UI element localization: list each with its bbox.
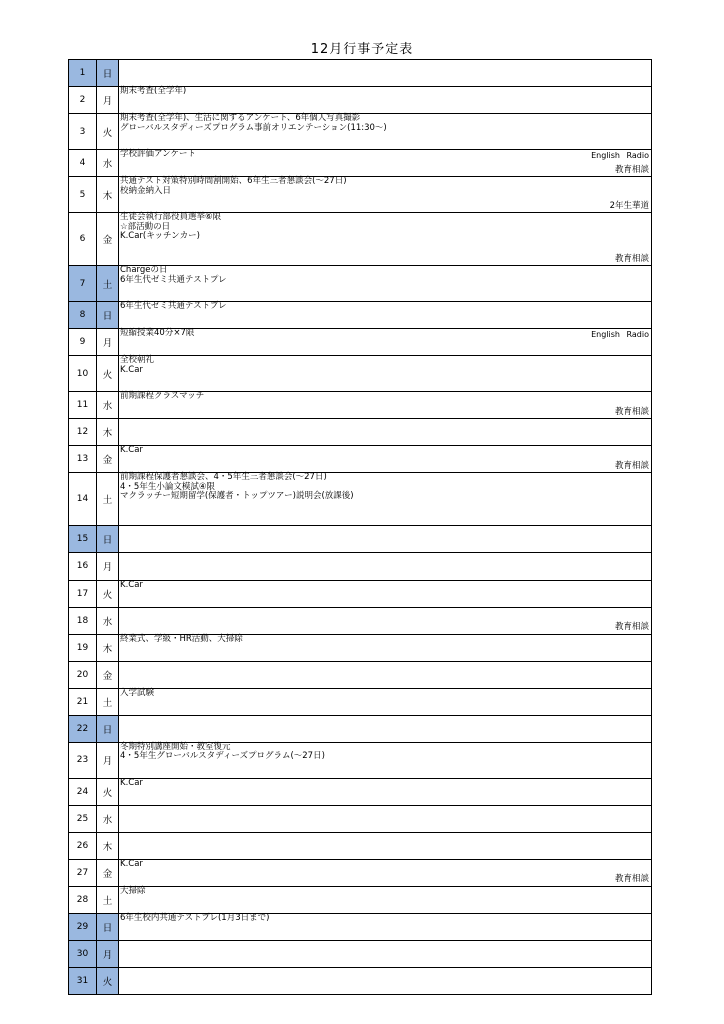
side-note: 教育相談: [614, 622, 649, 633]
day-date: 17: [69, 580, 97, 607]
day-events-cell: [119, 473, 652, 526]
day-row: [69, 473, 652, 526]
side-note: 教育相談: [614, 874, 649, 885]
day-events-cell: [119, 634, 652, 661]
event-list: [119, 779, 651, 789]
day-events-cell: [119, 715, 652, 742]
day-date: 15: [69, 526, 97, 553]
day-weekday: 水: [97, 150, 119, 177]
event-item: K.Car: [120, 777, 143, 788]
day-weekday: 日: [97, 526, 119, 553]
day-row: [69, 114, 652, 150]
day-date: 8: [69, 302, 97, 329]
day-events-cell: [119, 392, 652, 419]
event-item: K.Car(キッチンカー): [120, 231, 200, 242]
day-weekday: 木: [97, 177, 119, 213]
day-events-cell: [119, 886, 652, 913]
radio-note: English Radio: [591, 151, 649, 161]
day-date: 27: [69, 859, 97, 886]
day-weekday: 月: [97, 329, 119, 356]
day-weekday: 土: [97, 473, 119, 526]
day-weekday: 火: [97, 114, 119, 150]
day-weekday: 月: [97, 87, 119, 114]
day-row: [69, 940, 652, 967]
day-events-cell: [119, 114, 652, 150]
event-item: マクラッチー短期留学(保護者・トップツアー)説明会(放課後): [120, 491, 354, 502]
event-item: 大掃除: [120, 885, 146, 896]
event-list: [119, 114, 651, 133]
day-date: 29: [69, 913, 97, 940]
event-list: [119, 689, 651, 699]
day-row: [69, 634, 652, 661]
event-item: 6年生校内共通テストプレ(1月3日まで): [120, 912, 270, 923]
day-weekday: 月: [97, 940, 119, 967]
event-list: [119, 356, 651, 375]
event-item: 前期課程クラスマッチ: [120, 391, 205, 402]
day-date: 1: [69, 60, 97, 87]
event-item: K.Car: [120, 579, 143, 590]
day-row: [69, 553, 652, 580]
day-date: 2: [69, 87, 97, 114]
day-row: [69, 329, 652, 356]
day-date: 16: [69, 553, 97, 580]
day-row: [69, 266, 652, 302]
day-date: 12: [69, 419, 97, 446]
day-row: [69, 419, 652, 446]
day-row: [69, 886, 652, 913]
day-row: [69, 688, 652, 715]
day-weekday: 土: [97, 886, 119, 913]
day-date: 4: [69, 150, 97, 177]
day-date: 26: [69, 832, 97, 859]
day-row: [69, 446, 652, 473]
day-weekday: 木: [97, 419, 119, 446]
day-date: 6: [69, 213, 97, 266]
radio-note: English Radio: [591, 330, 649, 340]
day-date: 14: [69, 473, 97, 526]
day-events-cell: [119, 940, 652, 967]
day-events-cell: [119, 87, 652, 114]
day-date: 28: [69, 886, 97, 913]
schedule-body: [69, 60, 652, 995]
day-row: [69, 177, 652, 213]
day-row: [69, 778, 652, 805]
event-item: 学校評価アンケート: [120, 149, 196, 160]
day-row: [69, 913, 652, 940]
day-weekday: 月: [97, 742, 119, 778]
day-events-cell: [119, 329, 652, 356]
event-list: [119, 473, 651, 502]
event-item: Chargeの日: [120, 265, 168, 276]
event-list: [119, 266, 651, 285]
event-list: [119, 446, 651, 456]
event-list: [119, 743, 651, 762]
day-weekday: 金: [97, 446, 119, 473]
day-weekday: 火: [97, 580, 119, 607]
day-row: [69, 87, 652, 114]
day-row: [69, 392, 652, 419]
day-date: 25: [69, 805, 97, 832]
event-item: 校納金納入日: [120, 185, 172, 196]
day-events-cell: [119, 419, 652, 446]
day-date: 30: [69, 940, 97, 967]
day-date: 10: [69, 356, 97, 392]
event-item: 短縮授業40分×7限: [120, 328, 195, 339]
event-item: K.Car: [120, 364, 143, 375]
day-weekday: 木: [97, 832, 119, 859]
side-note: 2年生華道: [609, 200, 649, 211]
day-row: [69, 60, 652, 87]
day-row: [69, 715, 652, 742]
day-row: [69, 859, 652, 886]
day-weekday: 金: [97, 859, 119, 886]
day-events-cell: [119, 661, 652, 688]
side-note: 教育相談: [614, 253, 649, 264]
event-list: [119, 392, 651, 402]
day-events-cell: [119, 805, 652, 832]
day-date: 5: [69, 177, 97, 213]
event-list: [119, 887, 651, 897]
event-item: 期末考査(全学年): [120, 86, 187, 97]
day-row: [69, 607, 652, 634]
day-row: [69, 967, 652, 994]
event-item: 終業式、学級・HR活動、大掃除: [120, 633, 243, 644]
event-list: [119, 581, 651, 591]
day-events-cell: [119, 150, 652, 177]
day-events-cell: [119, 742, 652, 778]
day-weekday: 日: [97, 60, 119, 87]
side-note: 教育相談: [614, 460, 649, 471]
event-item: 前期課程保護者懇談会、4・5年生三者懇談会(～27日): [120, 472, 327, 483]
day-weekday: 金: [97, 213, 119, 266]
event-list: [119, 213, 651, 242]
day-row: [69, 526, 652, 553]
event-list: [119, 635, 651, 645]
day-events-cell: [119, 446, 652, 473]
day-date: 13: [69, 446, 97, 473]
day-row: [69, 580, 652, 607]
day-date: 20: [69, 661, 97, 688]
event-item: 冬期特別講座開始・教室復元: [120, 741, 231, 752]
day-weekday: 金: [97, 661, 119, 688]
day-date: 3: [69, 114, 97, 150]
day-weekday: 木: [97, 634, 119, 661]
event-list: [119, 860, 651, 870]
day-date: 9: [69, 329, 97, 356]
day-weekday: 水: [97, 392, 119, 419]
day-events-cell: [119, 607, 652, 634]
event-item: 4・5年生小論文模試④限: [120, 481, 215, 492]
event-list: [119, 177, 651, 196]
day-weekday: 日: [97, 913, 119, 940]
day-date: 11: [69, 392, 97, 419]
day-weekday: 日: [97, 302, 119, 329]
day-weekday: 水: [97, 607, 119, 634]
day-row: [69, 661, 652, 688]
day-row: [69, 832, 652, 859]
event-item: K.Car: [120, 858, 143, 869]
day-events-cell: [119, 832, 652, 859]
day-events-cell: [119, 526, 652, 553]
day-row: [69, 805, 652, 832]
event-list: [119, 329, 651, 339]
event-item: グローバルスタディーズプログラム事前オリエンテーション(11:30～): [120, 122, 387, 133]
day-events-cell: [119, 967, 652, 994]
event-list: [119, 302, 651, 312]
event-list: [119, 914, 651, 924]
day-weekday: 日: [97, 715, 119, 742]
event-item: K.Car: [120, 445, 143, 456]
day-date: 31: [69, 967, 97, 994]
day-events-cell: [119, 580, 652, 607]
day-weekday: 水: [97, 805, 119, 832]
day-events-cell: [119, 302, 652, 329]
day-date: 23: [69, 742, 97, 778]
event-item: ☆部活動の日: [120, 221, 171, 232]
event-item: 全校朝礼: [120, 355, 155, 366]
event-item: 入学試験: [120, 687, 155, 698]
day-events-cell: [119, 688, 652, 715]
day-row: [69, 213, 652, 266]
day-events-cell: [119, 859, 652, 886]
day-date: 7: [69, 266, 97, 302]
day-events-cell: [119, 266, 652, 302]
event-list: [119, 87, 651, 97]
event-item: 期末考査(全学年)、生活に関するアンケート、6年個人写真撮影: [120, 113, 361, 124]
day-date: 24: [69, 778, 97, 805]
day-date: 21: [69, 688, 97, 715]
event-item: 生徒会執行部役員選挙⑥限: [120, 212, 222, 223]
schedule-table: [68, 59, 652, 995]
day-row: [69, 356, 652, 392]
page-title: 12月行事予定表: [310, 42, 414, 57]
day-weekday: 月: [97, 553, 119, 580]
side-note: 教育相談: [614, 164, 649, 175]
day-row: [69, 302, 652, 329]
day-weekday: 土: [97, 266, 119, 302]
day-row: [69, 742, 652, 778]
event-item: 6年生代ゼミ共通テストプレ: [120, 301, 227, 312]
day-events-cell: [119, 60, 652, 87]
day-weekday: 火: [97, 778, 119, 805]
day-weekday: 火: [97, 356, 119, 392]
day-date: 19: [69, 634, 97, 661]
side-note: 教育相談: [614, 406, 649, 417]
day-events-cell: [119, 553, 652, 580]
day-weekday: 火: [97, 967, 119, 994]
day-date: 22: [69, 715, 97, 742]
day-events-cell: [119, 778, 652, 805]
event-item: 4・5年生グローバルスタディーズプログラム(～27日): [120, 751, 325, 762]
day-events-cell: [119, 177, 652, 213]
day-events-cell: [119, 213, 652, 266]
event-item: 共通テスト対策特別時間割開始、6年生三者懇談会(～27日): [120, 176, 347, 187]
event-item: 6年生代ゼミ共通テストプレ: [120, 274, 227, 285]
event-list: [119, 150, 651, 160]
day-events-cell: [119, 356, 652, 392]
day-date: 18: [69, 607, 97, 634]
day-row: [69, 150, 652, 177]
day-events-cell: [119, 913, 652, 940]
day-weekday: 土: [97, 688, 119, 715]
